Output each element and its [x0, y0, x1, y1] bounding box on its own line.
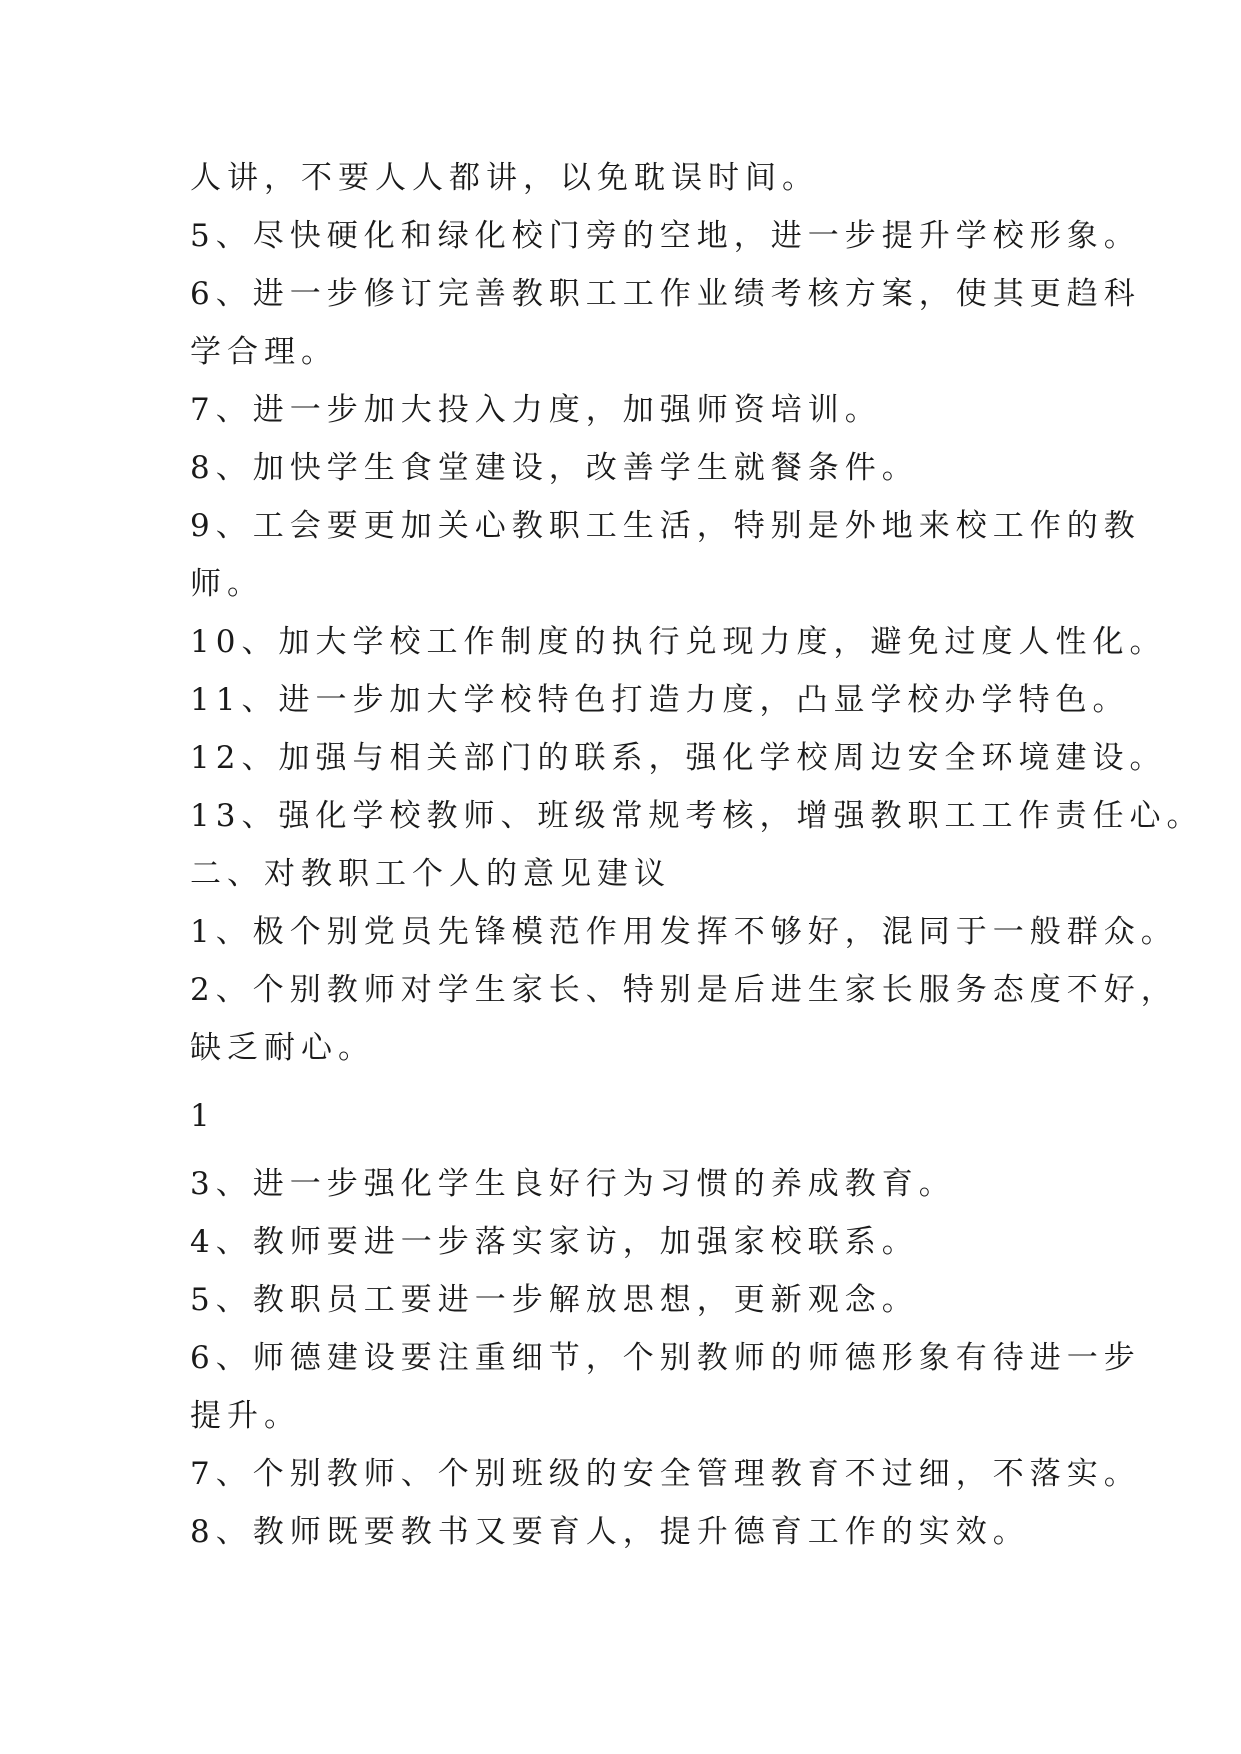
text-line: 学合理。	[190, 334, 338, 370]
text-line: 1、极个别党员先锋模范作用发挥不够好，混同于一般群众。	[190, 914, 1178, 950]
text-line: 5、教职员工要进一步解放思想，更新观念。	[190, 1282, 919, 1318]
page-number: 1	[190, 1098, 216, 1134]
text-line: 12、加强与相关部门的联系，强化学校周边安全环境建设。	[190, 740, 1167, 776]
text-line: 7、个别教师、个别班级的安全管理教育不过细，不落实。	[190, 1456, 1141, 1492]
text-line: 4、教师要进一步落实家访，加强家校联系。	[190, 1224, 919, 1260]
text-line: 9、工会要更加关心教职工生活，特别是外地来校工作的教	[190, 508, 1141, 544]
text-line: 人讲，不要人人都讲，以免耽误时间。	[190, 160, 819, 196]
text-line: 11、进一步加大学校特色打造力度，凸显学校办学特色。	[190, 682, 1130, 718]
text-line: 师。	[190, 566, 264, 602]
text-line: 13、强化学校教师、班级常规考核，增强教职工工作责任心。	[190, 798, 1204, 834]
text-line: 缺乏耐心。	[190, 1030, 375, 1066]
text-line: 3、进一步强化学生良好行为习惯的养成教育。	[190, 1166, 956, 1202]
section-heading: 二、对教职工个人的意见建议	[190, 856, 671, 892]
text-line: 8、加快学生食堂建设，改善学生就餐条件。	[190, 450, 919, 486]
text-line: 8、教师既要教书又要育人，提升德育工作的实效。	[190, 1514, 1030, 1550]
text-line: 2、个别教师对学生家长、特别是后进生家长服务态度不好，	[190, 972, 1178, 1008]
text-line: 提升。	[190, 1398, 301, 1434]
text-line: 6、师德建设要注重细节，个别教师的师德形象有待进一步	[190, 1340, 1141, 1376]
text-line: 7、进一步加大投入力度，加强师资培训。	[190, 392, 882, 428]
text-line: 10、加大学校工作制度的执行兑现力度，避免过度人性化。	[190, 624, 1167, 660]
text-line: 6、进一步修订完善教职工工作业绩考核方案，使其更趋科	[190, 276, 1141, 312]
text-line: 5、尽快硬化和绿化校门旁的空地，进一步提升学校形象。	[190, 218, 1141, 254]
